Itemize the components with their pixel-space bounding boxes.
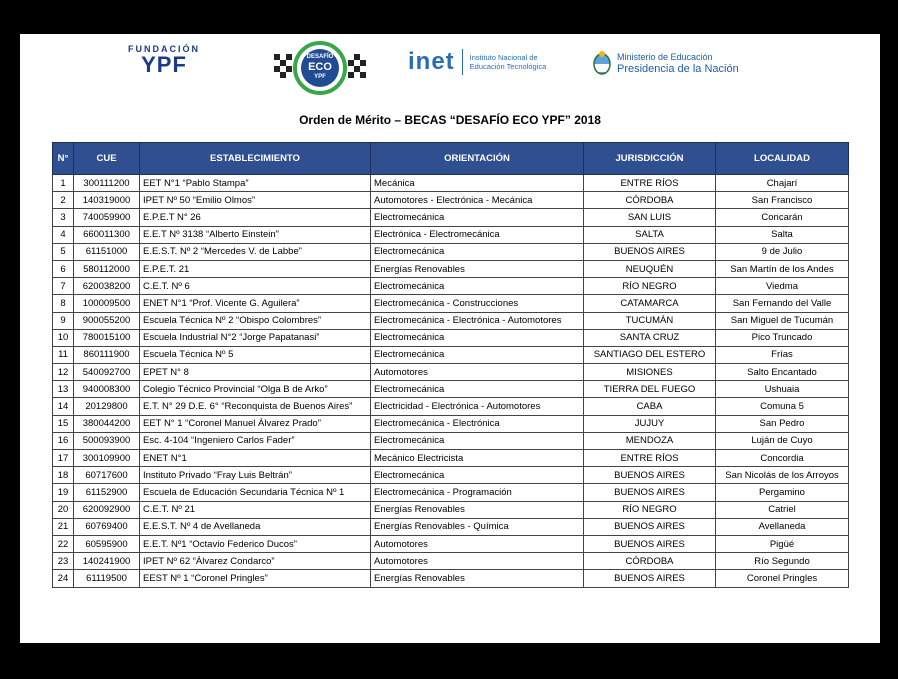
cell-localidad: San Pedro — [716, 415, 849, 432]
cell-number: 12 — [53, 364, 74, 381]
table-row — [53, 226, 849, 243]
document-title: Orden de Mérito – BECAS “DESAFÍO ECO YPF” 2018 — [299, 113, 601, 127]
cell-orientacion: Electromecánica - Electrónica — [371, 415, 584, 432]
table-header-row — [53, 143, 849, 175]
cell-cue: 61151000 — [74, 243, 140, 260]
cell-number: 17 — [53, 450, 74, 467]
cell-cue: 60717600 — [74, 467, 140, 484]
desafio-eco-logo — [270, 40, 370, 96]
cell-orientacion: Electromecánica — [371, 432, 584, 449]
col-header-jurisdiccion: JURISDICCIÓN — [584, 143, 716, 175]
inet-wordmark: inet — [408, 48, 455, 75]
table-row — [53, 346, 849, 363]
cell-orientacion: Automotores — [371, 364, 584, 381]
cell-localidad: Pigüé — [716, 535, 849, 552]
cell-jurisdiccion: ENTRE RÍOS — [584, 450, 716, 467]
table-row — [53, 175, 849, 192]
cell-orientacion: Electromecánica — [371, 209, 584, 226]
table-row — [53, 450, 849, 467]
inet-divider — [462, 49, 463, 75]
cell-jurisdiccion: ENTRE RÍOS — [584, 175, 716, 192]
table-row — [53, 209, 849, 226]
cell-number: 8 — [53, 295, 74, 312]
cell-cue: 780015100 — [74, 329, 140, 346]
cell-number: 22 — [53, 535, 74, 552]
cell-jurisdiccion: MENDOZA — [584, 432, 716, 449]
cell-jurisdiccion: SANTIAGO DEL ESTERO — [584, 346, 716, 363]
cell-establecimiento: E.E.T Nº 3138 “Alberto Einstein” — [140, 226, 371, 243]
cell-localidad: Avellaneda — [716, 518, 849, 535]
cell-number: 10 — [53, 329, 74, 346]
cell-localidad: Catriel — [716, 501, 849, 518]
cell-localidad: 9 de Julio — [716, 243, 849, 260]
col-header-establecimiento: ESTABLECIMIENTO — [140, 143, 371, 175]
cell-orientacion: Electromecánica — [371, 381, 584, 398]
cell-number: 21 — [53, 518, 74, 535]
cell-orientacion: Electricidad - Electrónica - Automotores — [371, 398, 584, 415]
cell-orientacion: Mecánica — [371, 175, 584, 192]
cell-orientacion: Energías Renovables — [371, 260, 584, 277]
cell-establecimiento: Escuela Industrial N°2 “Jorge Papatanasi” — [140, 329, 371, 346]
table-row — [53, 398, 849, 415]
table-row — [53, 312, 849, 329]
cell-cue: 140241900 — [74, 553, 140, 570]
cell-localidad: Chajarí — [716, 175, 849, 192]
cell-establecimiento: Escuela Técnica Nº 5 — [140, 346, 371, 363]
table-row — [53, 381, 849, 398]
cell-localidad: San Miguel de Tucumán — [716, 312, 849, 329]
cell-jurisdiccion: CABA — [584, 398, 716, 415]
table-row — [53, 553, 849, 570]
cell-localidad: Pico Truncado — [716, 329, 849, 346]
cell-number: 15 — [53, 415, 74, 432]
cell-establecimiento: C.E.T. Nº 21 — [140, 501, 371, 518]
cell-orientacion: Electromecánica - Electrónica - Automotores — [371, 312, 584, 329]
cell-localidad: Ushuaia — [716, 381, 849, 398]
cell-cue: 860111900 — [74, 346, 140, 363]
cell-number: 16 — [53, 432, 74, 449]
cell-number: 7 — [53, 278, 74, 295]
cell-establecimiento: E.E.S.T. Nº 2 “Mercedes V. de Labbe” — [140, 243, 371, 260]
cell-localidad: Frías — [716, 346, 849, 363]
col-header-localidad: LOCALIDAD — [716, 143, 849, 175]
cell-establecimiento: Escuela de Educación Secundaria Técnica Nº 1 — [140, 484, 371, 501]
cell-orientacion: Electromecánica — [371, 243, 584, 260]
cell-jurisdiccion: SALTA — [584, 226, 716, 243]
ministerio-line: Ministerio de Educación — [617, 51, 713, 62]
cell-cue: 940008300 — [74, 381, 140, 398]
eco-line-3: YPF — [314, 74, 326, 80]
cell-establecimiento: E.P.E.T. 21 — [140, 260, 371, 277]
col-header-orientacion: ORIENTACIÓN — [371, 143, 584, 175]
table-row — [53, 243, 849, 260]
cell-orientacion: Energías Renovables - Química — [371, 518, 584, 535]
cell-number: 9 — [53, 312, 74, 329]
cell-localidad: Río Segundo — [716, 553, 849, 570]
table-row — [53, 570, 849, 587]
table-row — [53, 295, 849, 312]
cell-number: 20 — [53, 501, 74, 518]
cell-number: 23 — [53, 553, 74, 570]
cell-establecimiento: Escuela Técnica Nº 2 “Obispo Colombres” — [140, 312, 371, 329]
cell-localidad: Salta — [716, 226, 849, 243]
cell-jurisdiccion: BUENOS AIRES — [584, 243, 716, 260]
inet-sub-2: Educación Tecnológica — [469, 62, 547, 71]
cell-orientacion: Electromecánica - Programación — [371, 484, 584, 501]
fundacion-ypf-logo — [124, 44, 204, 76]
cell-localidad: San Fernando del Valle — [716, 295, 849, 312]
cell-cue: 580112000 — [74, 260, 140, 277]
cell-number: 24 — [53, 570, 74, 587]
cell-jurisdiccion: RÍO NEGRO — [584, 278, 716, 295]
cell-orientacion: Electromecánica — [371, 329, 584, 346]
cell-establecimiento: E.P.E.T N° 26 — [140, 209, 371, 226]
cell-cue: 60769400 — [74, 518, 140, 535]
col-header-number: N° — [53, 143, 74, 175]
cell-number: 3 — [53, 209, 74, 226]
table-row — [53, 192, 849, 209]
cell-cue: 660011300 — [74, 226, 140, 243]
inet-subtitle — [470, 53, 547, 71]
cell-number: 2 — [53, 192, 74, 209]
cell-cue: 20129800 — [74, 398, 140, 415]
cell-localidad: San Martín de los Andes — [716, 260, 849, 277]
table-row — [53, 501, 849, 518]
cell-localidad: San Francisco — [716, 192, 849, 209]
cell-establecimiento: Esc. 4-104 “Ingeniero Carlos Fader” — [140, 432, 371, 449]
cell-jurisdiccion: CATAMARCA — [584, 295, 716, 312]
cell-jurisdiccion: MISIONES — [584, 364, 716, 381]
table-row — [53, 364, 849, 381]
table-row — [53, 260, 849, 277]
cell-localidad: Comuna 5 — [716, 398, 849, 415]
eco-line-1: DESAFÍO — [306, 54, 334, 60]
cell-cue: 60595900 — [74, 535, 140, 552]
cell-establecimiento: EET N°1 “Pablo Stampa” — [140, 175, 371, 192]
cell-localidad: Concordia — [716, 450, 849, 467]
cell-orientacion: Mecánico Electricista — [371, 450, 584, 467]
cell-jurisdiccion: NEUQUÉN — [584, 260, 716, 277]
cell-localidad: Salto Encantado — [716, 364, 849, 381]
cell-establecimiento: Instituto Privado “Fray Luis Beltrán” — [140, 467, 371, 484]
cell-establecimiento: IPET Nº 62 “Álvarez Condarco” — [140, 553, 371, 570]
cell-orientacion: Electrónica - Electromecánica — [371, 226, 584, 243]
inet-logo — [408, 48, 546, 76]
cell-localidad: Luján de Cuyo — [716, 432, 849, 449]
cell-establecimiento: ENET N°1 “Prof. Vicente G. Aguilera” — [140, 295, 371, 312]
cell-number: 18 — [53, 467, 74, 484]
merit-table — [52, 142, 849, 588]
table-row — [53, 415, 849, 432]
cell-establecimiento: EEST Nº 1 “Coronel Pringles” — [140, 570, 371, 587]
table-row — [53, 432, 849, 449]
cell-orientacion: Electromecánica - Construcciones — [371, 295, 584, 312]
cell-localidad: Coronel Pringles — [716, 570, 849, 587]
cell-jurisdiccion: SAN LUIS — [584, 209, 716, 226]
cell-establecimiento: C.E.T. Nº 6 — [140, 278, 371, 295]
cell-jurisdiccion: CÓRDOBA — [584, 192, 716, 209]
inet-sub-1: Instituto Nacional de — [469, 53, 538, 62]
col-header-cue: CUE — [74, 143, 140, 175]
cell-jurisdiccion: RÍO NEGRO — [584, 501, 716, 518]
cell-jurisdiccion: CÓRDOBA — [584, 553, 716, 570]
table-row — [53, 278, 849, 295]
table-row — [53, 535, 849, 552]
cell-establecimiento: Colegio Técnico Provincial “Olga B de Arko” — [140, 381, 371, 398]
cell-orientacion: Electromecánica — [371, 278, 584, 295]
cell-cue: 380044200 — [74, 415, 140, 432]
presidencia-line: Presidencia de la Nación — [617, 62, 739, 75]
cell-jurisdiccion: BUENOS AIRES — [584, 535, 716, 552]
cell-localidad: Viedma — [716, 278, 849, 295]
cell-number: 1 — [53, 175, 74, 192]
cell-cue: 620092900 — [74, 501, 140, 518]
cell-orientacion: Electromecánica — [371, 467, 584, 484]
cell-establecimiento: EET N° 1 “Coronel Manuel Álvarez Prado” — [140, 415, 371, 432]
cell-jurisdiccion: JUJUY — [584, 415, 716, 432]
cell-localidad: Pergamino — [716, 484, 849, 501]
cell-number: 11 — [53, 346, 74, 363]
cell-establecimiento: E.E.S.T. Nº 4 de Avellaneda — [140, 518, 371, 535]
cell-cue: 61152900 — [74, 484, 140, 501]
table-row — [53, 329, 849, 346]
cell-establecimiento: IPET Nº 50 “Emilio Olmos” — [140, 192, 371, 209]
cell-cue: 500093900 — [74, 432, 140, 449]
table-row — [53, 518, 849, 535]
eco-line-2: ECO — [308, 61, 332, 73]
cell-jurisdiccion: TIERRA DEL FUEGO — [584, 381, 716, 398]
cell-cue: 620038200 — [74, 278, 140, 295]
cell-number: 13 — [53, 381, 74, 398]
cell-orientacion: Automotores - Electrónica - Mecánica — [371, 192, 584, 209]
fundacion-text: FUNDACIÓN — [128, 44, 200, 54]
cell-establecimiento: E.T. N° 29 D.E. 6° “Reconquista de Buenos Aires” — [140, 398, 371, 415]
cell-number: 6 — [53, 260, 74, 277]
table-body — [53, 175, 849, 588]
cell-orientacion: Automotores — [371, 553, 584, 570]
cell-number: 19 — [53, 484, 74, 501]
table-row — [53, 484, 849, 501]
cell-number: 4 — [53, 226, 74, 243]
ministerio-text — [617, 52, 739, 75]
national-coat-of-arms-icon — [592, 50, 612, 76]
cell-number: 14 — [53, 398, 74, 415]
cell-jurisdiccion: BUENOS AIRES — [584, 484, 716, 501]
cell-cue: 540092700 — [74, 364, 140, 381]
cell-orientacion: Energías Renovables — [371, 501, 584, 518]
cell-cue: 300111200 — [74, 175, 140, 192]
cell-orientacion: Automotores — [371, 535, 584, 552]
cell-cue: 140319000 — [74, 192, 140, 209]
cell-jurisdiccion: BUENOS AIRES — [584, 467, 716, 484]
cell-orientacion: Electromecánica — [371, 346, 584, 363]
cell-number: 5 — [53, 243, 74, 260]
eco-badge-text — [302, 52, 338, 82]
cell-jurisdiccion: TUCUMÁN — [584, 312, 716, 329]
cell-cue: 300109900 — [74, 450, 140, 467]
cell-jurisdiccion: BUENOS AIRES — [584, 570, 716, 587]
cell-establecimiento: ENET N°1 — [140, 450, 371, 467]
cell-cue: 740059900 — [74, 209, 140, 226]
ypf-text: YPF — [141, 52, 187, 77]
cell-jurisdiccion: SANTA CRUZ — [584, 329, 716, 346]
document-page — [20, 34, 880, 643]
cell-establecimiento: EPET N° 8 — [140, 364, 371, 381]
cell-cue: 100009500 — [74, 295, 140, 312]
cell-jurisdiccion: BUENOS AIRES — [584, 518, 716, 535]
cell-establecimiento: E.E.T. Nº1 “Octavio Federico Ducos” — [140, 535, 371, 552]
cell-localidad: Concarán — [716, 209, 849, 226]
cell-cue: 900055200 — [74, 312, 140, 329]
cell-cue: 61119500 — [74, 570, 140, 587]
cell-localidad: San Nicolás de los Arroyos — [716, 467, 849, 484]
ministerio-logo — [592, 50, 739, 76]
table-row — [53, 467, 849, 484]
cell-orientacion: Energías Renovables — [371, 570, 584, 587]
